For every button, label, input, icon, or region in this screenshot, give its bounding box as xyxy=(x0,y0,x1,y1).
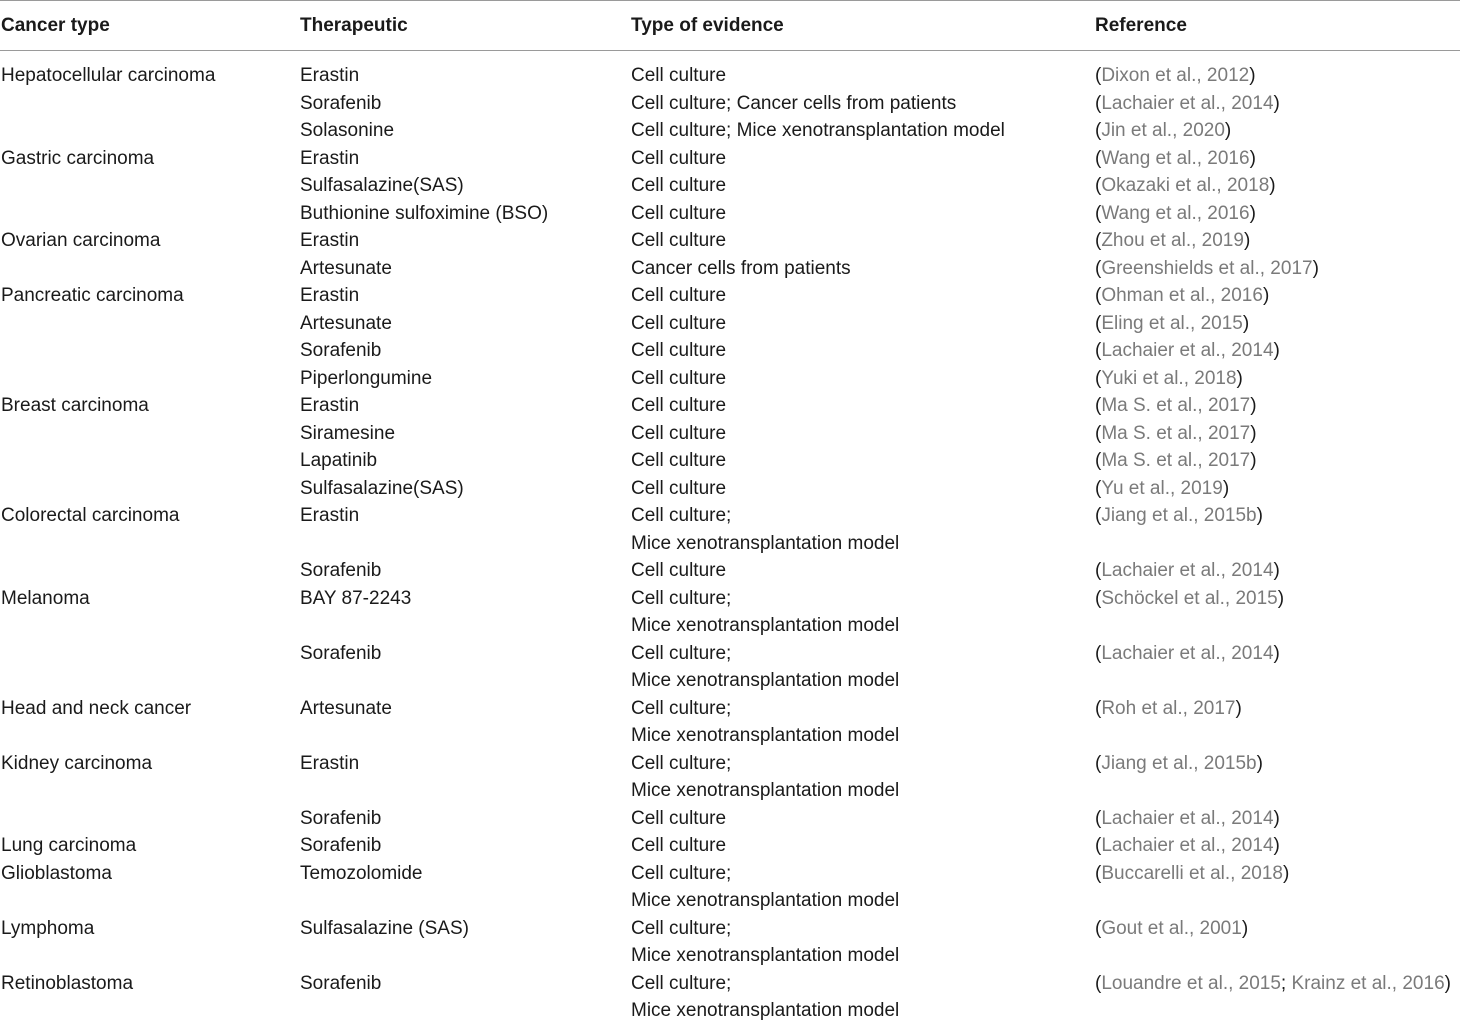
reference-link[interactable]: Ohman et al., 2016 xyxy=(1101,285,1263,306)
cell-therapeutic: Temozolomide xyxy=(300,862,423,884)
cell-evidence xyxy=(631,695,899,750)
cell-therapeutic: Artesunate xyxy=(300,257,392,279)
cell-evidence xyxy=(631,62,726,90)
cell-reference: (Lachaier et al., 2014) xyxy=(1095,642,1280,664)
evidence-line: Cell culture; Mice xenotransplantation model xyxy=(631,120,1005,141)
cell-therapeutic: Sorafenib xyxy=(300,807,382,829)
cell-evidence xyxy=(631,805,726,833)
evidence-line: Cell culture xyxy=(631,395,727,416)
cell-therapeutic: Erastin xyxy=(300,65,360,86)
cell-reference: (Wang et al., 2016) xyxy=(1095,147,1256,169)
cell-evidence xyxy=(631,447,726,475)
cell-cancer-type: Melanoma xyxy=(1,587,90,609)
cell-reference: (Lachaier et al., 2014) xyxy=(1095,835,1280,856)
header-reference: Reference xyxy=(1095,15,1187,36)
reference-link[interactable]: Wang et al., 2016 xyxy=(1101,202,1250,224)
reference-link[interactable]: Lachaier et al., 2014 xyxy=(1101,642,1274,664)
cell-reference: (Zhou et al., 2019) xyxy=(1095,230,1251,251)
evidence-line: Cell culture xyxy=(631,285,727,306)
cell-therapeutic: Piperlongumine xyxy=(300,367,433,389)
cell-cancer-type: Retinoblastoma xyxy=(1,972,134,994)
cell-reference: (Eling et al., 2015) xyxy=(1095,312,1250,334)
evidence-line: Cell culture xyxy=(631,367,727,389)
evidence-line: Cell culture xyxy=(631,65,727,86)
cell-therapeutic: Sulfasalazine(SAS) xyxy=(300,477,464,499)
reference-link[interactable]: Jin et al., 2020 xyxy=(1101,120,1225,141)
reference-link[interactable]: Ma S. et al., 2017 xyxy=(1101,422,1251,444)
cell-cancer-type: Ovarian carcinoma xyxy=(1,230,161,251)
evidence-line: Cell culture; xyxy=(631,697,732,719)
cell-evidence xyxy=(631,557,726,585)
cell-cancer-type: Pancreatic carcinoma xyxy=(1,285,184,306)
cell-reference: (Jin et al., 2020) xyxy=(1095,120,1232,141)
reference-link[interactable]: Lachaier et al., 2014 xyxy=(1101,92,1274,114)
cell-reference: (Lachaier et al., 2014) xyxy=(1095,807,1280,829)
reference-link[interactable]: Eling et al., 2015 xyxy=(1101,312,1243,334)
reference-link[interactable]: Gout et al., 2001 xyxy=(1101,917,1242,939)
cell-cancer-type: Glioblastoma xyxy=(1,862,112,884)
cell-therapeutic: BAY 87-2243 xyxy=(300,587,412,609)
evidence-line: Mice xenotransplantation model xyxy=(631,615,900,636)
cell-evidence xyxy=(631,640,899,695)
reference-link[interactable]: Ma S. et al., 2017 xyxy=(1101,395,1251,416)
cell-evidence xyxy=(631,392,726,420)
evidence-line: Cell culture xyxy=(631,202,727,224)
evidence-line: Cancer cells from patients xyxy=(631,257,851,279)
evidence-line: Cell culture; Cancer cells from patients xyxy=(631,92,957,114)
cell-evidence xyxy=(631,750,899,805)
evidence-line: Cell culture xyxy=(631,450,727,471)
cell-evidence xyxy=(631,145,726,173)
cell-reference: (Louandre et al., 2015; Krainz et al., 2016) xyxy=(1095,972,1451,994)
evidence-line: Cell culture; xyxy=(631,862,732,884)
cell-evidence xyxy=(631,585,899,640)
reference-link[interactable]: Roh et al., 2017 xyxy=(1101,697,1236,719)
cell-evidence xyxy=(631,227,726,255)
evidence-line: Cell culture xyxy=(631,835,727,856)
cell-reference: (Yu et al., 2019) xyxy=(1095,477,1230,499)
cell-reference: (Wang et al., 2016) xyxy=(1095,202,1256,224)
cell-cancer-type: Gastric carcinoma xyxy=(1,147,155,169)
cell-cancer-type: Lymphoma xyxy=(1,917,95,939)
reference-link[interactable]: Jiang et al., 2015b xyxy=(1101,752,1257,774)
cell-therapeutic: Sorafenib xyxy=(300,560,382,581)
cell-therapeutic: Artesunate xyxy=(300,697,392,719)
cell-evidence xyxy=(631,860,899,915)
cell-therapeutic: Sulfasalazine (SAS) xyxy=(300,917,469,939)
header-therapeutic: Therapeutic xyxy=(300,15,408,36)
cell-reference: (Greenshields et al., 2017) xyxy=(1095,257,1319,279)
cell-cancer-type: Lung carcinoma xyxy=(1,835,137,856)
evidence-line: Cell culture xyxy=(631,147,727,169)
evidence-line: Cell culture; xyxy=(631,505,732,526)
cell-therapeutic: Erastin xyxy=(300,395,360,416)
cell-therapeutic: Erastin xyxy=(300,505,360,526)
reference-link[interactable]: Greenshields et al., 2017 xyxy=(1101,257,1313,279)
evidence-line: Cell culture xyxy=(631,312,727,334)
table-header-rule xyxy=(0,50,1460,51)
evidence-line: Cell culture xyxy=(631,230,727,251)
cell-therapeutic: Sorafenib xyxy=(300,92,382,114)
cell-reference: (Lachaier et al., 2014) xyxy=(1095,560,1280,581)
cell-evidence xyxy=(631,255,851,283)
evidence-line: Cell culture; xyxy=(631,752,732,774)
reference-link[interactable]: Okazaki et al., 2018 xyxy=(1101,175,1270,196)
cell-reference: (Lachaier et al., 2014) xyxy=(1095,92,1280,114)
cell-reference: (Schöckel et al., 2015) xyxy=(1095,587,1285,609)
cell-evidence xyxy=(631,832,726,860)
cell-evidence xyxy=(631,282,726,310)
header-cancer-type: Cancer type xyxy=(1,15,110,36)
cell-reference: (Yuki et al., 2018) xyxy=(1095,367,1243,389)
cell-evidence xyxy=(631,915,899,970)
cell-evidence xyxy=(631,90,956,118)
cell-therapeutic: Sorafenib xyxy=(300,642,382,664)
cell-reference: (Jiang et al., 2015b) xyxy=(1095,505,1263,526)
evidence-line: Cell culture xyxy=(631,422,727,444)
cell-therapeutic: Sorafenib xyxy=(300,340,382,361)
cell-therapeutic: Buthionine sulfoximine (BSO) xyxy=(300,202,549,224)
header-type-of-evidence: Type of evidence xyxy=(631,15,784,36)
cell-cancer-type: Kidney carcinoma xyxy=(1,752,153,774)
cell-evidence xyxy=(631,117,1005,145)
cell-cancer-type: Colorectal carcinoma xyxy=(1,505,180,526)
reference-link[interactable]: Louandre et al., 2015 xyxy=(1101,972,1281,994)
reference-link[interactable]: Yu et al., 2019 xyxy=(1101,477,1223,499)
reference-link[interactable]: Ma S. et al., 2017 xyxy=(1101,450,1251,471)
evidence-line: Mice xenotransplantation model xyxy=(631,725,900,746)
evidence-line: Cell culture; xyxy=(631,642,732,664)
evidence-line: Mice xenotransplantation model xyxy=(631,945,900,966)
cell-therapeutic: Erastin xyxy=(300,230,360,251)
evidence-line: Cell culture xyxy=(631,340,727,361)
evidence-line: Mice xenotransplantation model xyxy=(631,890,900,911)
cell-reference: (Roh et al., 2017) xyxy=(1095,697,1242,719)
evidence-line: Cell culture; xyxy=(631,917,732,939)
cell-reference: (Ma S. et al., 2017) xyxy=(1095,395,1257,416)
reference-link[interactable]: Buccarelli et al., 2018 xyxy=(1101,862,1283,884)
reference-link[interactable]: Lachaier et al., 2014 xyxy=(1101,560,1274,581)
evidence-line: Mice xenotransplantation model xyxy=(631,780,900,801)
evidence-line: Cell culture; xyxy=(631,972,732,994)
cell-reference: (Okazaki et al., 2018) xyxy=(1095,175,1276,196)
reference-link[interactable]: Wang et al., 2016 xyxy=(1101,147,1250,169)
reference-link[interactable]: Lachaier et al., 2014 xyxy=(1101,807,1274,829)
cell-therapeutic: Erastin xyxy=(300,752,360,774)
cell-therapeutic: Sorafenib xyxy=(300,835,382,856)
evidence-line: Mice xenotransplantation model xyxy=(631,670,900,691)
evidence-line: Cell culture xyxy=(631,175,727,196)
evidence-line: Cell culture xyxy=(631,807,727,829)
cell-reference: (Lachaier et al., 2014) xyxy=(1095,340,1280,361)
cell-reference: (Dixon et al., 2012) xyxy=(1095,65,1256,86)
cell-evidence xyxy=(631,200,726,228)
cell-reference: (Gout et al., 2001) xyxy=(1095,917,1249,939)
cell-evidence xyxy=(631,502,899,557)
evidence-line: Mice xenotransplantation model xyxy=(631,532,900,554)
reference-link[interactable]: Schöckel et al., 2015 xyxy=(1101,587,1278,609)
cell-reference: (Ma S. et al., 2017) xyxy=(1095,422,1257,444)
cell-evidence xyxy=(631,337,726,365)
cell-therapeutic: Artesunate xyxy=(300,312,392,334)
cell-evidence xyxy=(631,970,899,1025)
cell-therapeutic: Solasonine xyxy=(300,120,395,141)
table-header-row xyxy=(0,0,1460,50)
reference-link[interactable]: Zhou et al., 2019 xyxy=(1101,230,1244,251)
cell-evidence xyxy=(631,475,726,503)
cell-cancer-type: Breast carcinoma xyxy=(1,395,149,416)
cell-therapeutic: Lapatinib xyxy=(300,450,378,471)
evidence-line: Cell culture xyxy=(631,477,727,499)
cell-therapeutic: Siramesine xyxy=(300,422,396,444)
reference-link[interactable]: Jiang et al., 2015b xyxy=(1101,505,1257,526)
cell-reference: (Buccarelli et al., 2018) xyxy=(1095,862,1290,884)
cell-evidence xyxy=(631,172,726,200)
reference-link[interactable]: Dixon et al., 2012 xyxy=(1101,65,1250,86)
reference-link[interactable]: Yuki et al., 2018 xyxy=(1101,367,1237,389)
evidence-line: Mice xenotransplantation model xyxy=(631,1000,900,1021)
cell-therapeutic: Erastin xyxy=(300,285,360,306)
cell-therapeutic: Erastin xyxy=(300,147,360,169)
evidence-line: Cell culture xyxy=(631,560,727,581)
cell-reference: (Ohman et al., 2016) xyxy=(1095,285,1270,306)
cell-reference: (Ma S. et al., 2017) xyxy=(1095,450,1257,471)
cell-evidence xyxy=(631,420,726,448)
cell-evidence xyxy=(631,310,726,338)
reference-link[interactable]: Lachaier et al., 2014 xyxy=(1101,340,1274,361)
evidence-line: Cell culture; xyxy=(631,587,732,609)
cell-therapeutic: Sorafenib xyxy=(300,972,382,994)
cell-cancer-type: Head and neck cancer xyxy=(1,697,192,719)
cell-reference: (Jiang et al., 2015b) xyxy=(1095,752,1263,774)
cell-therapeutic: Sulfasalazine(SAS) xyxy=(300,175,464,196)
cell-evidence xyxy=(631,365,726,393)
reference-link[interactable]: Lachaier et al., 2014 xyxy=(1101,835,1274,856)
cell-cancer-type: Hepatocellular carcinoma xyxy=(1,65,216,86)
reference-link[interactable]: Krainz et al., 2016 xyxy=(1291,972,1445,994)
